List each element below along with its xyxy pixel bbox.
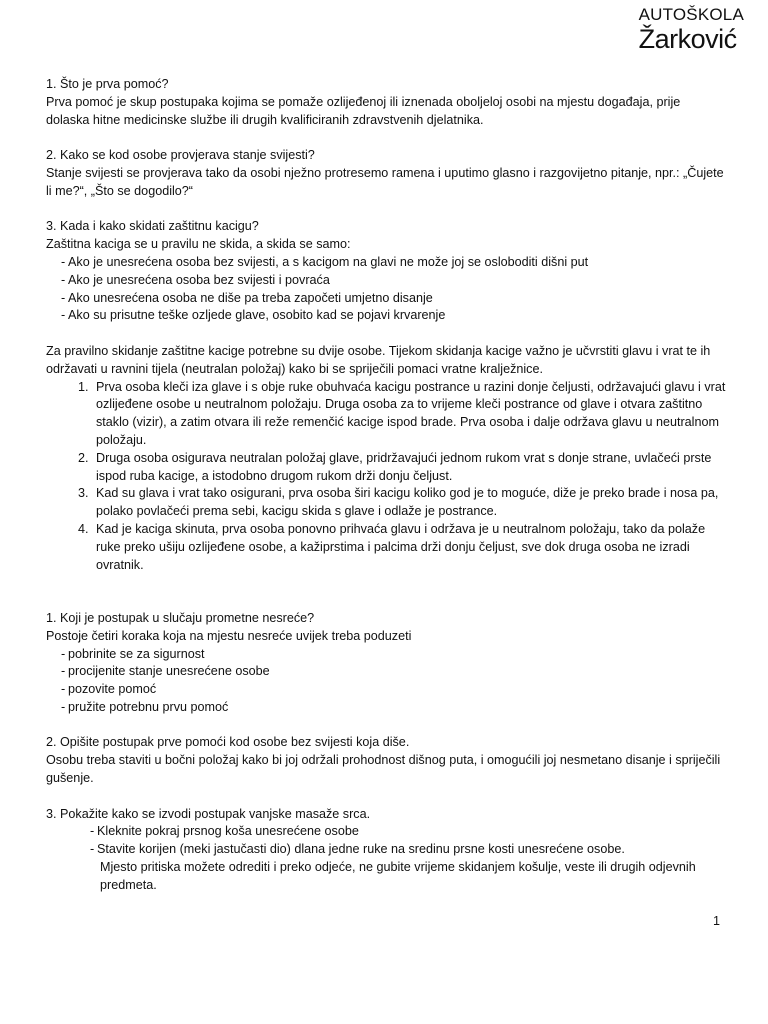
list-item: - Ako je unesrećena osoba bez svijesti, a s kacigom na glavi ne može joj se osloboditi dišni put <box>46 254 726 272</box>
list-item-continuation: Mjesto pritiska možete odrediti i preko odjeće, ne gubite vrijeme skidanjem košulje, veste ili drugih odjevnih predmeta. <box>100 860 696 892</box>
question-heading: 3. Kada i kako skidati zaštitnu kacigu? <box>46 219 259 234</box>
list-item: - procijenite stanje unesrećene osobe <box>46 663 726 681</box>
list-item: - Stavite korijen (meki jastučasti dio) dlana jedne ruke na sredinu prsne kosti unesrećene osobe. <box>46 841 726 859</box>
procedure-steps <box>46 379 726 575</box>
list-item: - Kleknite pokraj prsnog koša unesrećene osobe <box>46 823 726 841</box>
step-item: 2. Druga osoba osigurava neutralan položaj glave, pridržavajući jednom rukom vrat s donje strane, uvlačeći prste ispod ruba kacige, a istodobno drugom rukom drži donju čeljust. <box>92 450 726 486</box>
answer-intro: Zaštitna kaciga se u pravilu ne skida, a skida se samo: <box>46 237 351 252</box>
section-unconscious <box>46 734 726 787</box>
step-item: 3. Kad su glava i vrat tako osigurani, prva osoba širi kacigu koliko god je to moguće, diže je preko brade i nosa pa, polako povlačeći prema sebi, kacigu skida s glave i odlaže je postrance. <box>92 485 726 521</box>
answer-text: Prva pomoć je skup postupaka kojima se pomaže ozlijeđenoj ili iznenada oboljeloj osobi na mjestu događaja, prije dolaska hitne medicinske službe ili drugih kvalificiranih zdravstvenih djelatnika. <box>46 94 681 127</box>
list-item: - Ako su prisutne teške ozljede glave, osobito kad se pojavi krvarenje <box>46 307 726 325</box>
list-item: - pozovite pomoć <box>46 681 726 699</box>
question-heading: 1. Što je prva pomoć? <box>46 77 169 91</box>
question-heading: 2. Kako se kod osobe provjerava stanje svijesti? <box>46 148 315 163</box>
section-q3 <box>46 218 726 325</box>
page-number: 1 <box>712 914 720 928</box>
helmet-procedure <box>46 343 726 574</box>
list-item: - pobrinite se za sigurnost <box>46 646 726 664</box>
answer-text: Osobu treba staviti u bočni položaj kako bi joj održali prohodnost dišnog puta, i omogućili joj nesmetano disanje i spriječili gušenje. <box>46 753 721 786</box>
list-item: - Ako unesrećena osoba ne diše pa treba započeti umjetno disanje <box>46 290 726 308</box>
logo-line1: AUTOŠKOLA <box>638 5 744 24</box>
answer-text: Stanje svijesti se provjerava tako da osobi nježno protresemo ramena i uputimo glasno i razgovijetno pitanje, npr.: „Čujete li me?“, „Što se dogodilo?“ <box>46 165 724 198</box>
question-heading: 2. Opišite postupak prve pomoći kod osobe bez svijesti koja diše. <box>46 735 410 750</box>
step-item: 1. Prva osoba kleči iza glave i s obje ruke obuhvaća kacigu postrance u razini donje čeljusti, održavajući glavu i vrat ozlijeđene osobe u neutralnom položaju. Druga osoba za to vrijeme kleči postrance od glave i otvara zaštitno staklo (vizir), a zatim otvara ili reže remenčić kacige ispod brade. Prva osoba i dalje održava glavu u neutralnom položaju. <box>92 379 726 450</box>
step-item: 4. Kad je kaciga skinuta, prva osoba ponovno prihvaća glavu i održava je u neutralnom položaju, tako da polaže ruke preko ušiju ozlijeđene osobe, a kažiprstima i palcima drži donju čeljust, sve dok druga osoba ne izradi ovratnik. <box>92 521 726 574</box>
answer-intro: Postoje četiri koraka koja na mjestu nesreće uvijek treba poduzeti <box>46 628 412 643</box>
section-q1 <box>46 76 726 129</box>
section-cpr <box>46 806 726 895</box>
list-item: - Ako je unesrećena osoba bez svijesti i povraća <box>46 272 726 290</box>
procedure-paragraph: Za pravilno skidanje zaštitne kacige potrebne su dvije osobe. Tijekom skidanja kacige važno je učvrstiti glavu i vrat te ih održavati u ravnini tijela (neutralan položaj) kako bi se spriječili pomaci vratne kralježnice. <box>46 343 711 376</box>
logo <box>639 6 744 53</box>
question-heading: 1. Koji je postupak u slučaju prometne nesreće? <box>46 610 315 625</box>
section-q2 <box>46 147 726 200</box>
question-heading: 3. Pokažite kako se izvodi postupak vanjske masaže srca. <box>46 806 371 821</box>
document-body <box>46 76 726 895</box>
logo-line2: Žarković <box>638 24 737 54</box>
list-item: - pružite potrebnu prvu pomoć <box>46 699 726 717</box>
section-accident <box>46 610 726 717</box>
